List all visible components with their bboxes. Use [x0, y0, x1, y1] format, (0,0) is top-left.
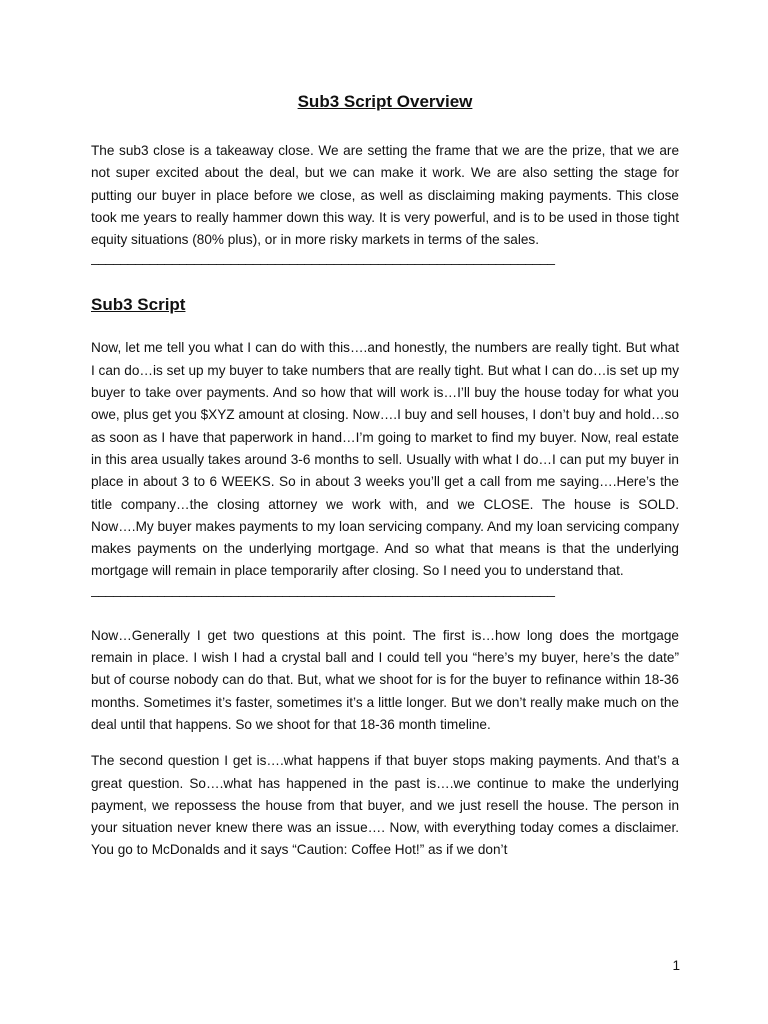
- page-number: 1: [672, 958, 680, 973]
- document-page: [91, 92, 679, 862]
- section-title: Sub3 Script: [91, 295, 186, 315]
- document-title: Sub3 Script Overview: [297, 92, 473, 111]
- script-paragraph-2: Now…Generally I get two questions at this point. The first is…how long does the mortgage remain in place. I wish I had a crystal ball and I could tell you “here’s my buyer, here’s the date” but of course nobody can do that. But, what we shoot for is for the buyer to refinance within 18-36 months. Sometimes it’s faster, sometimes it’s a little longer. But we don’t really make much on the deal until that happens. So we shoot for that 18-36 month timeline.: [91, 627, 679, 732]
- script-paragraph-1: Now, let me tell you what I can do with this….and honestly, the numbers are really tight. But what I can do…is set up my buyer to take numbers that are really tight. But what I can do…is set up my buyer to take over payments. And so how that will work is…I’ll buy the house today for what you owe, plus get you $XYZ amount at closing. Now….I buy and sell houses, I don’t buy and hold…so as soon as I have that paperwork in hand…I’m going to market to find my buyer. Now, real estate in this area usually takes around 3-6 months to sell. Usually with what I do…I can put my buyer in place in about 3 to 6 WEEKS. So in about 3 weeks you’ll get a call from me saying….Here’s the title company…the closing attorney we work with, and we CLOSE. The house is SOLD. Now….My buyer makes payments to my loan servicing company. And my loan servicing company makes payments on the underlying mortgage. And so what that means is that the underlying mortgage will remain in place temporarily after closing. So I need you to understand that.: [91, 340, 679, 579]
- spacer: [91, 736, 679, 750]
- overview-paragraph: The sub3 close is a takeaway close. We are setting the frame that we are the prize, that we are not super excited about the deal, but we can make it work. We are also setting the stage for putting our buyer in place before we close, as well as disclaiming making payments. This close took me years to really hammer down this way. It is very powerful, and is to be used in those tight equity situations (80% plus), or in more risky markets in terms of the sales.: [91, 143, 679, 248]
- divider-line-2: _______________________________________________________________: [91, 582, 555, 597]
- divider-line-1: _______________________________________________________________: [91, 251, 555, 266]
- script-paragraph-3: The second question I get is….what happens if that buyer stops making payments. And that’s a great question. So….what has happened in the past is….we continue to make the underlying payment, we repossess the house from that buyer, and we just resell the house. The person in your situation never knew there was an issue…. Now, with everything today comes a disclaimer. You go to McDonalds and it says “Caution: Coffee Hot!” as if we don’t: [91, 753, 679, 858]
- spacer: [91, 597, 679, 625]
